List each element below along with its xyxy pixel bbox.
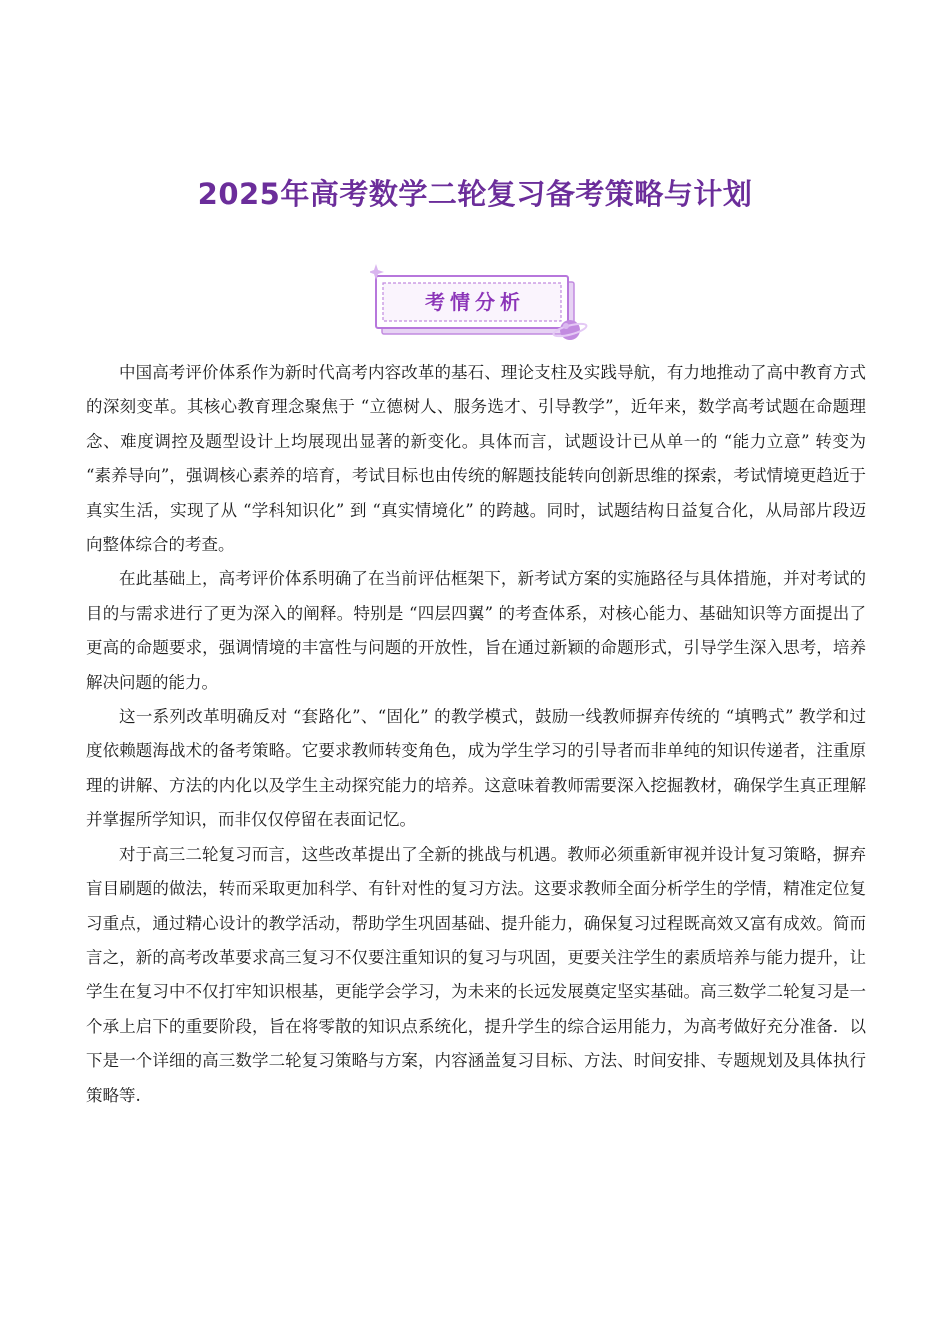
document-title: 2025年高考数学二轮复习备考策略与计划 [197, 177, 753, 211]
document-body [86, 356, 866, 1113]
section-badge [370, 264, 590, 344]
section-label: 考情分析 [425, 290, 525, 314]
paragraph: 在此基础上，高考评价体系明确了在当前评估框架下，新考试方案的实施路径与具体措施，并对考试的目的与需求进行了更为深入的阐释。特别是 “四层四翼” 的考查体系，对核心能力、基础知识等方面提出了更高的命题要求，强调情境的丰富性与问题的开放性，旨在通过新颖的命题形式，引导学生深入思考，培养解决问题的能力。 [86, 569, 866, 692]
paragraph: 中国高考评价体系作为新时代高考内容改革的基石、理论支柱及实践导航，有力地推动了高中教育方式的深刻变革。其核心教育理念聚焦于 “立德树人、服务选才、引导教学”，近年来，数学高考试题在命题理念、难度调控及题型设计上均展现出显著的新变化。具体而言，试题设计已从单一的 “能力立意” 转变为 “素养导向”，强调核心素养的培育，考试目标也由传统的解题技能转向创新思维的探索，考试情境更趋近于真实生活，实现了从 “学科知识化” 到 “真实情境化” 的跨越。同时，试题结构日益复合化，从局部片段迈向整体综合的考查。 [86, 363, 866, 555]
paragraph: 对于高三二轮复习而言，这些改革提出了全新的挑战与机遇。教师必须重新审视并设计复习策略，摒弃盲目刷题的做法，转而采取更加科学、有针对性的复习方法。这要求教师全面分析学生的学情，精准定位复习重点，通过精心设计的教学活动，帮助学生巩固基础、提升能力，确保复习过程既高效又富有成效。简而言之，新的高考改革要求高三复习不仅要注重知识的复习与巩固，更要关注学生的素质培养与能力提升，让学生在复习中不仅打牢知识根基，更能学会学习，为未来的长远发展奠定坚实基础。高三数学二轮复习是一个承上启下的重要阶段，旨在将零散的知识点系统化，提升学生的综合运用能力，为高考做好充分准备．以下是一个详细的高三数学二轮复习策略与方案，内容涵盖复习目标、方法、时间安排、专题规划及具体执行策略等. [86, 844, 866, 1105]
paragraph: 这一系列改革明确反对 “套路化”、“固化” 的教学模式，鼓励一线教师摒弃传统的 “填鸭式” 教学和过度依赖题海战术的备考策略。它要求教师转变角色，成为学生学习的引导者而非单纯的知识传递者，注重原理的讲解、方法的内化以及学生主动探究能力的培养。这意味着教师需要深入挖掘教材，确保学生真正理解并掌握所学知识，而非仅仅停留在表面记忆。 [86, 707, 866, 830]
